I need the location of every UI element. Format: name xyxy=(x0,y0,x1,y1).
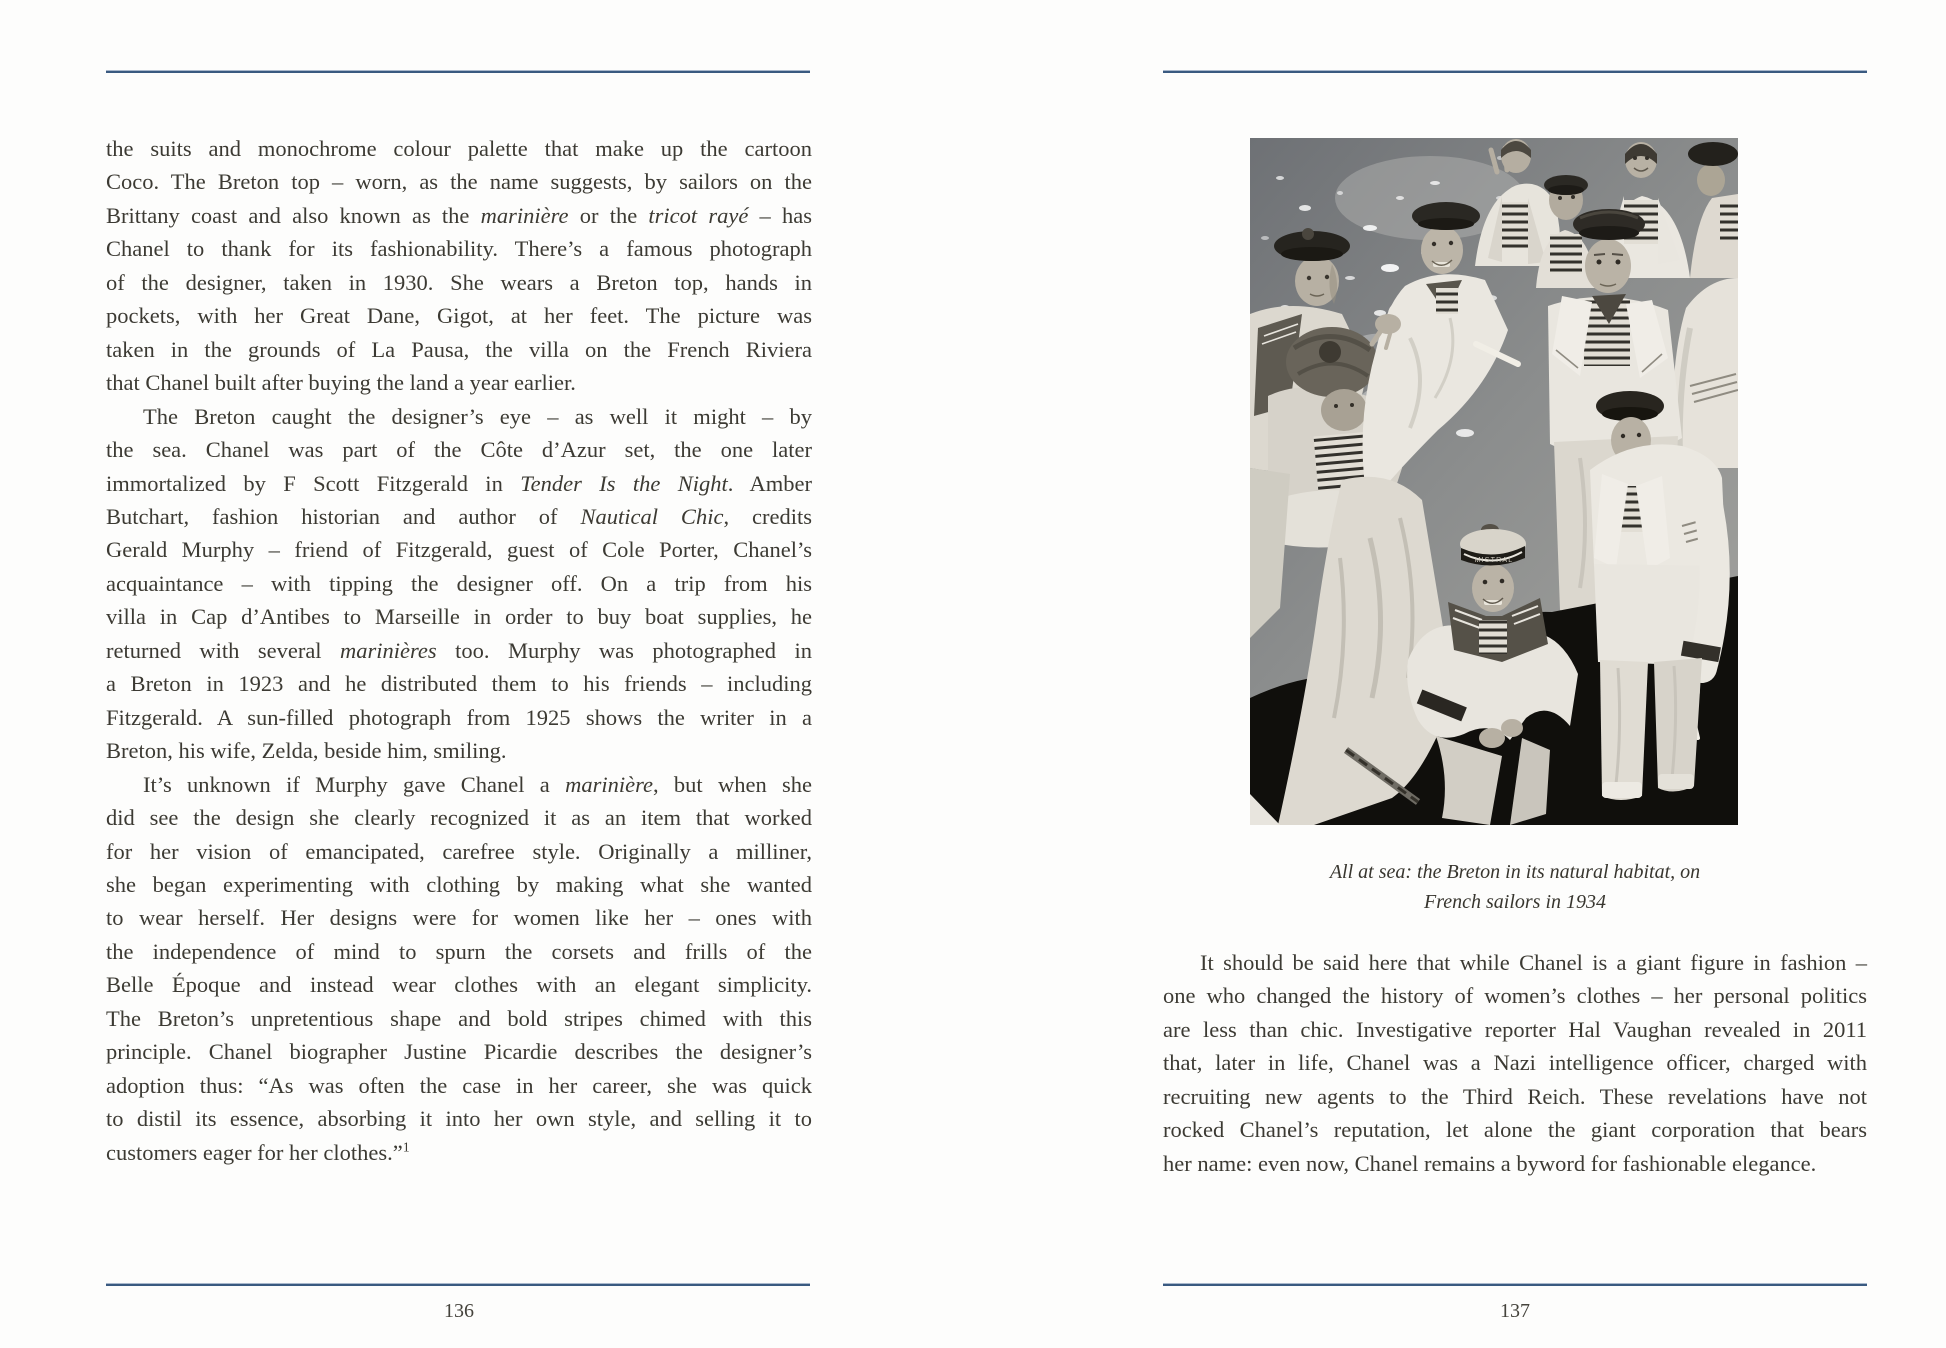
text-line: to wear herself. Her designs were for women like her – ones with xyxy=(106,905,812,931)
text-line: Chanel to thank for its fashionability. There’s a famous photograph xyxy=(106,236,812,262)
text-line: are less than chic. Investigative reporter Hal Vaughan revealed in 2011 xyxy=(1163,1016,1867,1042)
text-line: French sailors in 1934 xyxy=(1423,891,1607,913)
text-line: customers eager for her clothes.”$^1$ xyxy=(106,1139,410,1165)
sailors-photograph xyxy=(1250,138,1738,825)
page-number-left: 136 xyxy=(444,1300,474,1322)
text-line: acquaintance – with tipping the designer off. On a trip from his xyxy=(106,570,812,596)
top-rule-right xyxy=(1163,70,1867,73)
text-line: Gerald Murphy – friend of Fitzgerald, guest of Cole Porter, Chanel’s xyxy=(106,537,812,563)
text-line: villa in Cap d’Antibes to Marseille in order to buy boat supplies, he xyxy=(106,604,812,630)
bottom-rule-left xyxy=(106,1283,810,1286)
text-line: Butchart, fashion historian and author of Nautical Chic, credits xyxy=(106,503,812,529)
text-line: returned with several marinières too. Murphy was photographed in xyxy=(106,637,812,663)
text-line: one who changed the history of women’s clothes – her personal politics xyxy=(1163,983,1867,1009)
text-line: Breton, his wife, Zelda, beside him, smiling. xyxy=(106,738,507,764)
text-line: did see the design she clearly recognized it as an item that worked xyxy=(106,805,812,831)
text-line: Fitzgerald. A sun-filled photograph from 1925 shows the writer in a xyxy=(106,704,812,730)
text-line: rocked Chanel’s reputation, let alone the giant corporation that bears xyxy=(1163,1117,1867,1143)
text-line: It should be said here that while Chanel is a giant figure in fashion – xyxy=(1200,950,1867,975)
text-line: she began experimenting with clothing by making what she wanted xyxy=(106,871,812,897)
bottom-rule-right xyxy=(1163,1283,1867,1286)
text-line: Brittany coast and also known as the marinière or the tricot rayé – has xyxy=(106,202,812,228)
text-line: the sea. Chanel was part of the Côte d’Azur set, the one later xyxy=(106,437,812,463)
text-line: It’s unknown if Murphy gave Chanel a marinière, but when she xyxy=(143,771,813,797)
text-line: the independence of mind to spurn the corsets and frills of the xyxy=(106,938,812,964)
text-line: recruiting new agents to the Third Reich. These revelations have not xyxy=(1163,1083,1867,1109)
text-line: adoption thus: “As was often the case in her career, she was quick xyxy=(106,1072,812,1098)
top-rule-left xyxy=(106,70,810,73)
text-line: that, later in life, Chanel was a Nazi intelligence officer, charged with xyxy=(1163,1050,1867,1076)
text-line: Coco. The Breton top – worn, as the name suggests, by sailors on the xyxy=(106,169,812,195)
text-line: principle. Chanel biographer Justine Picardie describes the designer’s xyxy=(106,1039,812,1065)
page-number-right: 137 xyxy=(1500,1300,1530,1322)
body-text-left xyxy=(106,132,812,1169)
text-line: taken in the grounds of La Pausa, the villa on the French Riviera xyxy=(106,336,812,362)
text-line: a Breton in 1923 and he distributed them to his friends – including xyxy=(106,671,812,697)
text-line: All at sea: the Breton in its natural habitat, on xyxy=(1329,861,1701,883)
text-line: pockets, with her Great Dane, Gigot, at her feet. The picture was xyxy=(106,303,812,329)
text-line: of the designer, taken in 1930. She wears a Breton top, hands in xyxy=(106,269,812,295)
text-line: for her vision of emancipated, carefree style. Originally a milliner, xyxy=(106,838,812,864)
text-line: that Chanel built after buying the land a year earlier. xyxy=(106,370,576,396)
text-line: immortalized by F Scott Fitzgerald in Tender Is the Night. Amber xyxy=(106,470,812,496)
text-line: Belle Époque and instead wear clothes with an elegant simplicity. xyxy=(106,972,812,998)
photo-caption xyxy=(1163,857,1867,917)
text-line: The Breton caught the designer’s eye – as well it might – by xyxy=(143,403,812,429)
cap-tally-text: MISTRAL xyxy=(1474,557,1514,564)
sailors-photo-svg xyxy=(1250,138,1738,825)
text-line: her name: even now, Chanel remains a byword for fashionable elegance. xyxy=(1163,1150,1817,1176)
text-line: to distil its essence, absorbing it into her own style, and selling it to xyxy=(106,1106,812,1132)
body-text-right xyxy=(1163,946,1867,1180)
text-line: the suits and monochrome colour palette that make up the cartoon xyxy=(106,136,812,161)
text-line: The Breton’s unpretentious shape and bold stripes chimed with this xyxy=(106,1005,812,1031)
